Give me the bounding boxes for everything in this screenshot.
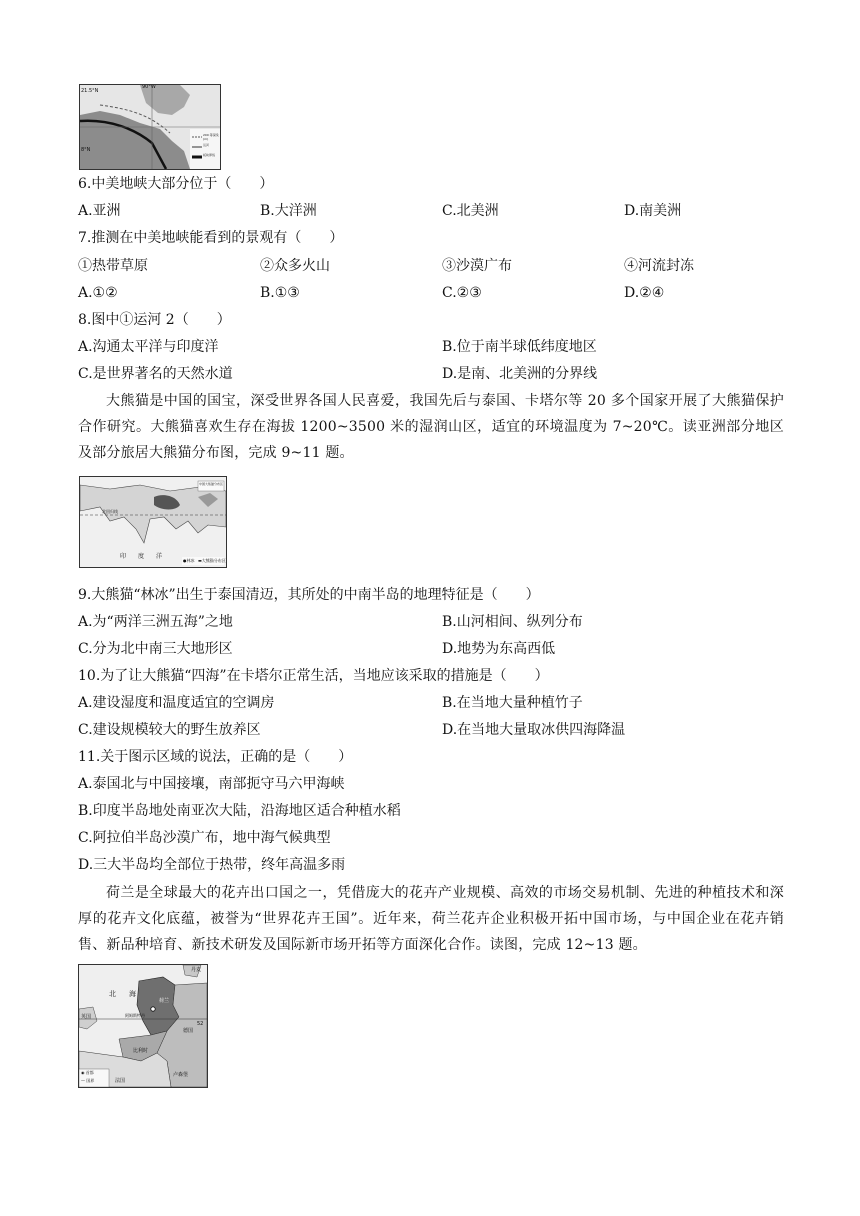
question-10-stem: 10.为了让大熊猫“四海”在卡塔尔正常生活，当地应该采取的措施是（ ） bbox=[78, 668, 549, 684]
q6-option-a[interactable]: A.亚洲 bbox=[78, 203, 121, 219]
map3-label-uk: 英国 bbox=[81, 1014, 92, 1020]
q7-item-3: ③沙漠广布 bbox=[442, 258, 512, 274]
map3-label-netherlands: 荷兰 bbox=[159, 998, 170, 1004]
question-8-stem: 8.图中①运河 2（ ） bbox=[78, 312, 231, 328]
q6-option-b[interactable]: B.大洋洲 bbox=[260, 203, 317, 219]
q7-item-4: ④河流封冻 bbox=[624, 258, 694, 274]
map3-lat-label: 52 bbox=[197, 1021, 204, 1027]
q7-option-d[interactable]: D.②④ bbox=[624, 285, 665, 301]
q7-item-1: ①热带草原 bbox=[78, 258, 148, 274]
map3-label-germany: 德国 bbox=[183, 1028, 194, 1034]
question-11-stem: 11.关于图示区域的说法，正确的是（ ） bbox=[78, 749, 353, 765]
q8-option-b[interactable]: B.位于南半球低纬度地区 bbox=[442, 339, 597, 355]
map3-label-belgium: 比利时 bbox=[133, 1048, 149, 1054]
q10-option-d[interactable]: D.在当地大量取冰供四海降温 bbox=[442, 722, 626, 738]
question-9-stem: 9.大熊猫“林冰”出生于泰国清迈，其所处的中南半岛的地理特征是（ ） bbox=[78, 587, 540, 603]
map3-label-amsterdam: 阿姆斯特丹 bbox=[125, 1013, 145, 1018]
q9-option-c[interactable]: C.分为北中南三大地形区 bbox=[78, 641, 233, 657]
map2-label-tropic: 北回归线 bbox=[102, 509, 118, 514]
map2-label-yang: 洋 bbox=[156, 553, 163, 560]
question-6-stem: 6.中美地峡大部分位于（ ） bbox=[78, 176, 274, 192]
map3-legend-border: — 国界 bbox=[81, 1078, 95, 1083]
netherlands-map bbox=[78, 964, 208, 1088]
map1-lon-label: 90°W bbox=[142, 84, 156, 90]
map2-legend-range: ▬大熊猫分布区 bbox=[198, 558, 226, 563]
map3-label-hai: 海 bbox=[129, 990, 136, 998]
q8-option-a[interactable]: A.沟通太平洋与印度洋 bbox=[78, 339, 219, 355]
passage-panda: 大熊猫是中国的国宝，深受世界各国人民喜爱，我国先后与泰国、卡塔尔等 20 多个国家开展了大熊猫保护合作研究。大熊猫喜欢生存在海拔 1200~3500 米的湿润山区，适宜的环境温度为 7~20℃。读亚洲部分地区及部分旅居大熊猫分布图，完成 9~11 题。 bbox=[78, 393, 784, 461]
map3-label-luxembourg: 卢森堡 bbox=[173, 1072, 189, 1078]
map1-legend-canal: 运河 bbox=[203, 143, 210, 147]
q7-option-a[interactable]: A.①② bbox=[78, 285, 118, 301]
q10-option-a[interactable]: A.建设湿度和温度适宜的空调房 bbox=[78, 695, 275, 711]
q8-option-c[interactable]: C.是世界著名的天然水道 bbox=[78, 366, 233, 382]
q8-option-d[interactable]: D.是南、北美洲的分界线 bbox=[442, 366, 598, 382]
question-7-stem: 7.推测在中美地峡能看到的景观有（ ） bbox=[78, 230, 344, 246]
map1-legend-plate: 板块界线 bbox=[203, 153, 216, 157]
q7-option-c[interactable]: C.②③ bbox=[442, 285, 482, 301]
q11-option-b[interactable]: B.印度半岛地处南亚次大陆，沿海地区适合种植水稻 bbox=[78, 803, 401, 819]
map2-label-du: 度 bbox=[138, 553, 145, 560]
asia-panda-map bbox=[79, 476, 227, 568]
q7-item-2: ②众多火山 bbox=[260, 258, 330, 274]
map2-legend-linbing: ●林冰 bbox=[183, 558, 195, 563]
map1-lat-bottom: 8°N bbox=[81, 147, 91, 153]
q9-option-a[interactable]: A.为“两洋三洲五海”之地 bbox=[78, 614, 233, 630]
map2-label-yin: 印 bbox=[120, 553, 127, 560]
central-america-map bbox=[79, 84, 221, 170]
map3-label-denmark: 丹麦 bbox=[191, 967, 202, 973]
map3-legend-capital: ◉ 首都 bbox=[81, 1070, 94, 1075]
q11-option-a[interactable]: A.泰国北与中国接壤，南部扼守马六甲海峡 bbox=[78, 776, 345, 792]
q9-option-d[interactable]: D.地势为东高西低 bbox=[442, 641, 556, 657]
q10-option-c[interactable]: C.建设规模较大的野生放养区 bbox=[78, 722, 261, 738]
passage-netherlands: 荷兰是全球最大的花卉出口国之一，凭借庞大的花卉产业规模、高效的市场交易机制、先进的种植技术和深厚的花卉文化底蕴，被誉为“世界花卉王国”。近年来，荷兰花卉企业积极开拓中国市场，与中国企业在花卉销售、新品种培育、新技术研发及国际新市场开拓等方面深化合作。读图，完成 12~13 题。 bbox=[78, 885, 784, 953]
q11-option-d[interactable]: D.三大半岛均全部位于热带，终年高温多雨 bbox=[78, 857, 346, 873]
q11-option-c[interactable]: C.阿拉伯半岛沙漠广布，地中海气候典型 bbox=[78, 830, 331, 846]
map3-label-france: 法国 bbox=[115, 1078, 126, 1084]
map2-title: 中国大熊猫分布区 bbox=[199, 482, 224, 486]
map1-lat-top: 21.5°N bbox=[81, 88, 99, 94]
q9-option-b[interactable]: B.山河相间、纵列分布 bbox=[442, 614, 583, 630]
map3-label-bei: 北 bbox=[109, 990, 116, 998]
q6-option-d[interactable]: D.南美洲 bbox=[624, 203, 682, 219]
map1-legend-isobath: 200 等深线(m) bbox=[203, 133, 219, 141]
q6-option-c[interactable]: C.北美洲 bbox=[442, 203, 499, 219]
q7-option-b[interactable]: B.①③ bbox=[260, 285, 300, 301]
q10-option-b[interactable]: B.在当地大量种植竹子 bbox=[442, 695, 583, 711]
